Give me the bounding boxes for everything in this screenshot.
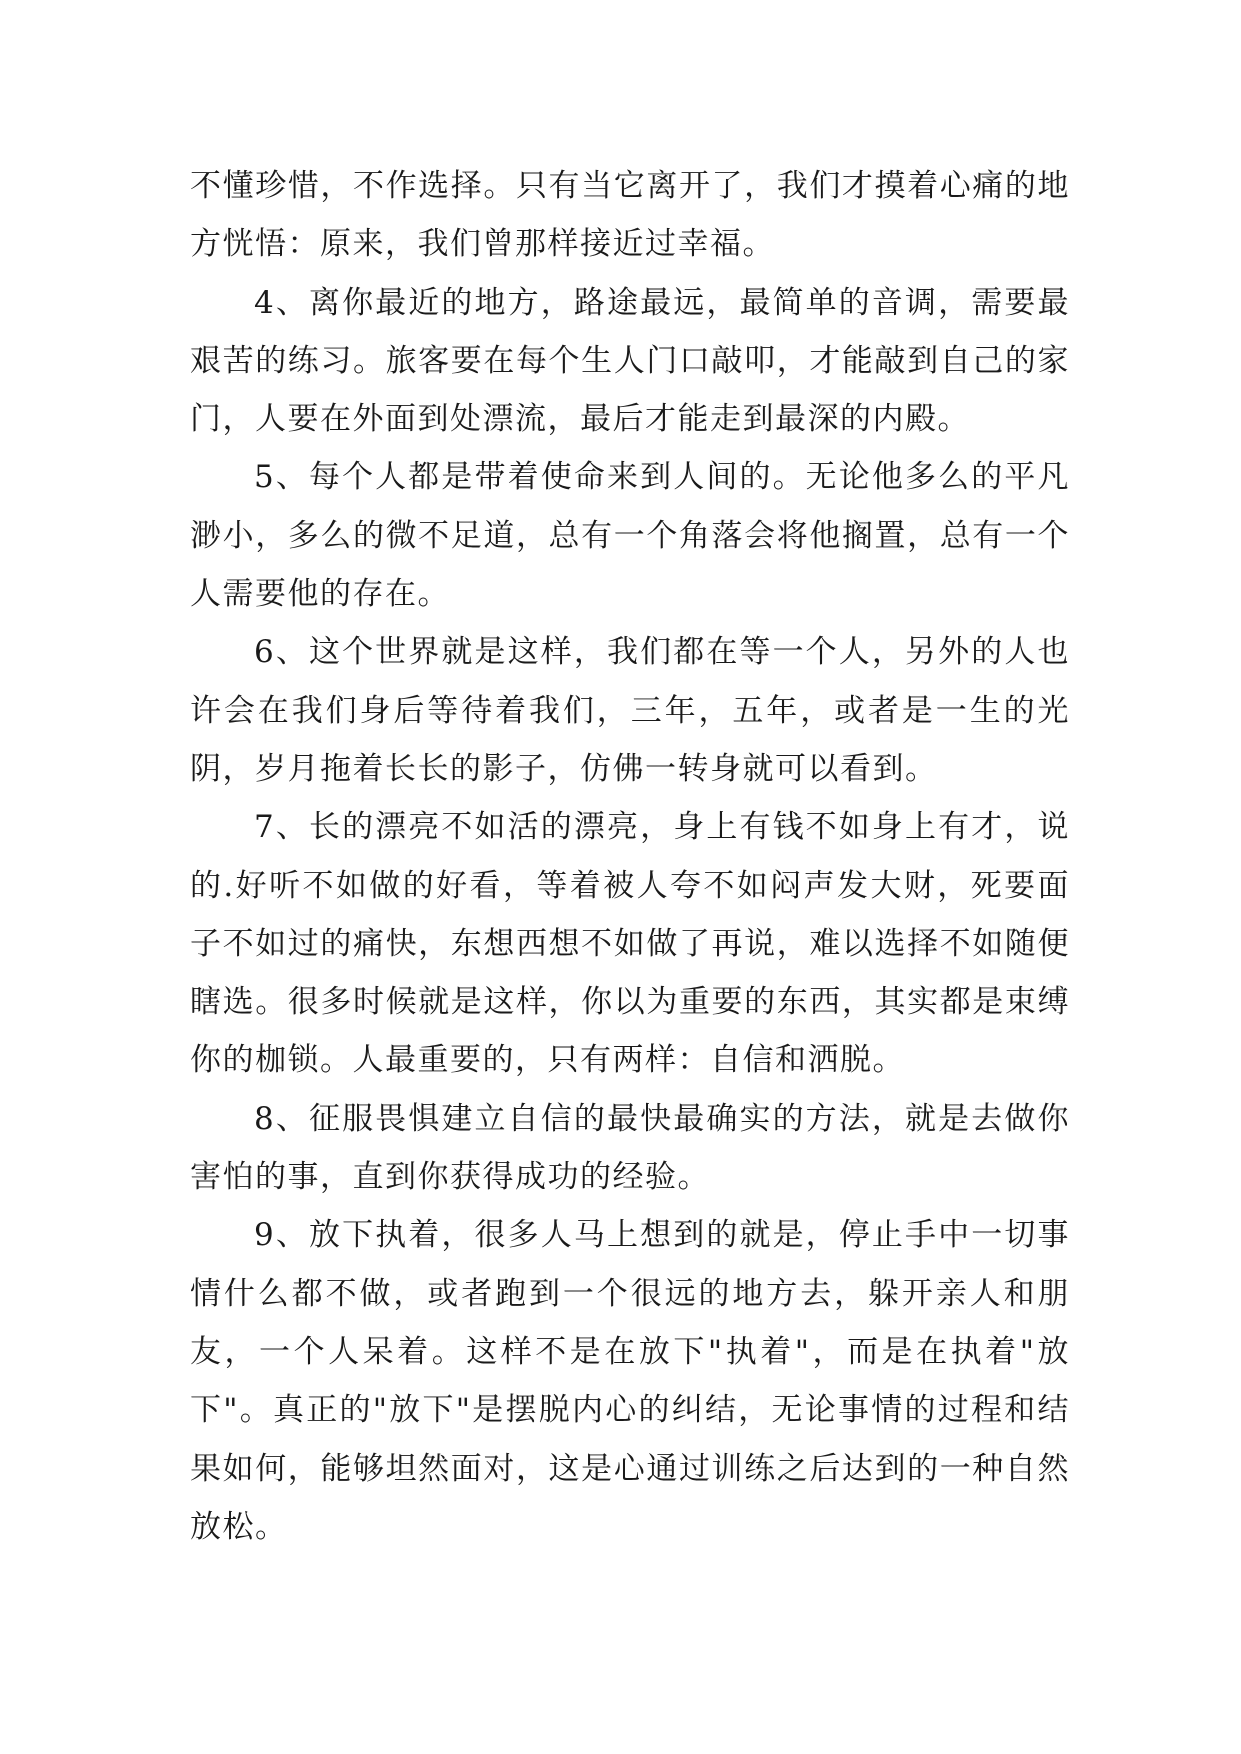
paragraph-item-8: 8、征服畏惧建立自信的最快最确实的方法，就是去做你害怕的事，直到你获得成功的经验。 — [190, 1100, 1070, 1196]
paragraph-item-5: 5、每个人都是带着使命来到人间的。无论他多么的平凡渺小，多么的微不足道，总有一个角落会将他搁置，总有一个人需要他的存在。 — [190, 459, 1070, 613]
paragraph-item-9: 9、放下执着，很多人马上想到的就是，停止手中一切事情什么都不做，或者跑到一个很远的地方去，躲开亲人和朋友，一个人呆着。这样不是在放下"执着"，而是在执着"放下"。真正的"放下"是摆脱内心的纠结，无论事情的过程和结果如何，能够坦然面对，这是心通过训练之后达到的一种自然放松。 — [190, 1217, 1070, 1545]
document-body — [190, 157, 1070, 1556]
paragraph-item-7: 7、长的漂亮不如活的漂亮，身上有钱不如身上有才，说的.好听不如做的好看，等着被人夸不如闷声发大财，死要面子不如过的痛快，东想西想不如做了再说，难以选择不如随便瞎选。很多时候就是这样，你以为重要的东西，其实都是束缚你的枷锁。人最重要的，只有两样：自信和洒脱。 — [190, 809, 1070, 1079]
paragraph-item-4: 4、离你最近的地方，路途最远，最简单的音调，需要最艰苦的练习。旅客要在每个生人门口敲叩，才能敲到自己的家门，人要在外面到处漂流，最后才能走到最深的内殿。 — [190, 284, 1070, 438]
paragraph-continuation: 不懂珍惜，不作选择。只有当它离开了，我们才摸着心痛的地方恍悟：原来，我们曾那样接近过幸福。 — [190, 168, 1070, 263]
paragraph-item-6: 6、这个世界就是这样，我们都在等一个人，另外的人也许会在我们身后等待着我们，三年，五年，或者是一生的光阴，岁月拖着长长的影子，仿佛一转身就可以看到。 — [190, 634, 1070, 787]
